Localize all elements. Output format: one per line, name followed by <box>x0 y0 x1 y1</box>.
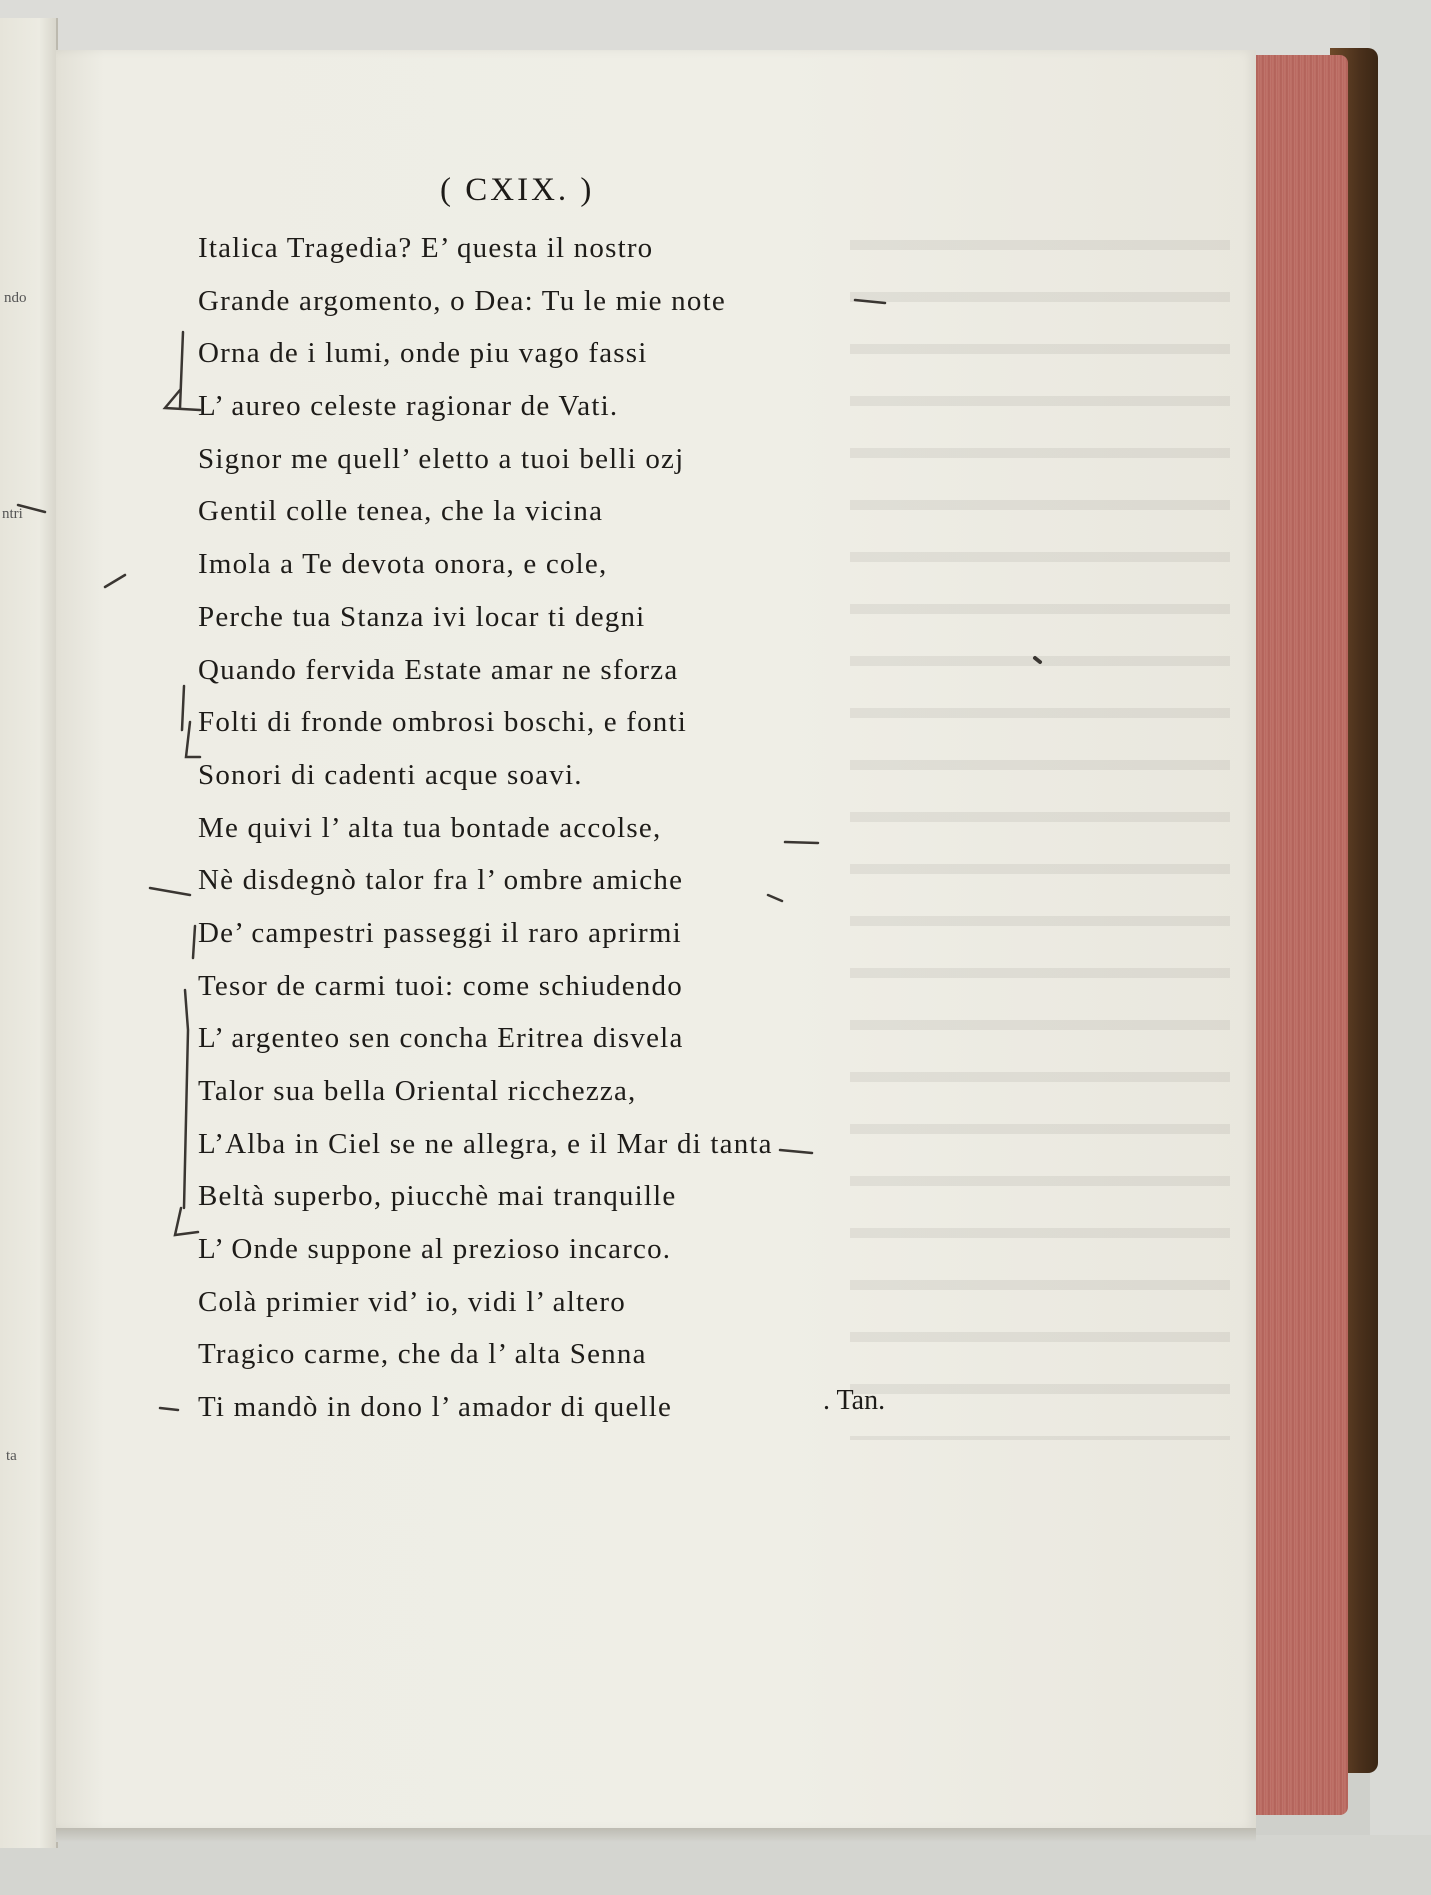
margin-dash-mark <box>780 1150 812 1153</box>
verse-line: Tragico carme, che da l’ alta Senna <box>198 1338 647 1371</box>
verse-line: Beltà superbo, piucchè mai tranquille <box>198 1180 677 1213</box>
verse-line: Grande argomento, o Dea: Tu le mie note <box>198 284 726 317</box>
verse-line: L’ argenteo sen concha Eritrea disvela <box>198 1022 684 1055</box>
verse-line: Tesor de carmi tuoi: come schiudendo <box>198 969 683 1002</box>
margin-dash-mark <box>18 505 45 512</box>
margin-dash-mark <box>105 575 125 587</box>
verse-line: Nè disdegnò talor fra l’ ombre amiche <box>198 864 684 897</box>
verse-line: Ti mandò in dono l’ amador di quelle <box>198 1391 673 1424</box>
verse-line: Perche tua Stanza ivi locar ti degni <box>198 600 646 633</box>
verse-line: De’ campestri passeggi il raro aprirmi <box>198 916 682 949</box>
margin-dash-mark <box>160 1408 178 1410</box>
verse-line: Italica Tragedia? E’ questa il nostro <box>198 232 654 264</box>
catchword: . Tan. <box>823 1385 886 1416</box>
verse-line: Me quivi l’ alta tua bontade accolse, <box>198 811 662 844</box>
margin-bracket-mark <box>165 390 200 410</box>
margin-dash-mark <box>785 842 818 843</box>
verse-line: Signor me quell’ eletto a tuoi belli ozj <box>198 442 685 475</box>
verse-line: Talor sua bella Oriental ricchezza, <box>198 1075 637 1107</box>
margin-dash-mark <box>150 888 190 895</box>
verse-line: Sonori di cadenti acque soavi. <box>198 758 583 791</box>
verse-line: Orna de i lumi, onde piu vago fassi <box>198 337 648 370</box>
margin-bracket-mark <box>184 990 188 1208</box>
margin-dash-mark <box>855 300 885 303</box>
verse-line: L’Alba in Ciel se ne allegra, e il Mar di tanta <box>198 1127 773 1160</box>
margin-dash-mark <box>768 895 782 901</box>
ink-speck <box>1035 658 1040 662</box>
left-page-fragment: ta <box>6 1448 17 1464</box>
verse-line: L’ aureo celeste ragionar de Vati. <box>198 390 619 423</box>
left-page-fragment: ntri <box>2 506 23 522</box>
verse-line: Imola a Te devota onora, e cole, <box>198 548 608 581</box>
margin-bracket-mark <box>193 926 195 958</box>
verse-line: Colà primier vid’ io, vidi l’ altero <box>198 1285 626 1318</box>
verse-line: L’ Onde suppone al prezioso incarco. <box>198 1233 672 1266</box>
margin-bracket-mark <box>175 1208 198 1235</box>
margin-bracket-mark <box>186 722 200 757</box>
left-page-fragment: ndo <box>4 290 27 306</box>
margin-bracket-mark <box>180 332 183 408</box>
margin-bracket-mark <box>182 686 184 730</box>
page-number-header: ( CXIX. ) <box>440 172 595 208</box>
verse-line: Gentil colle tenea, che la vicina <box>198 495 604 528</box>
verse-line: Folti di fronde ombrosi boschi, e fonti <box>198 706 688 739</box>
verse-line: Quando fervida Estate amar ne sforza <box>198 653 679 686</box>
